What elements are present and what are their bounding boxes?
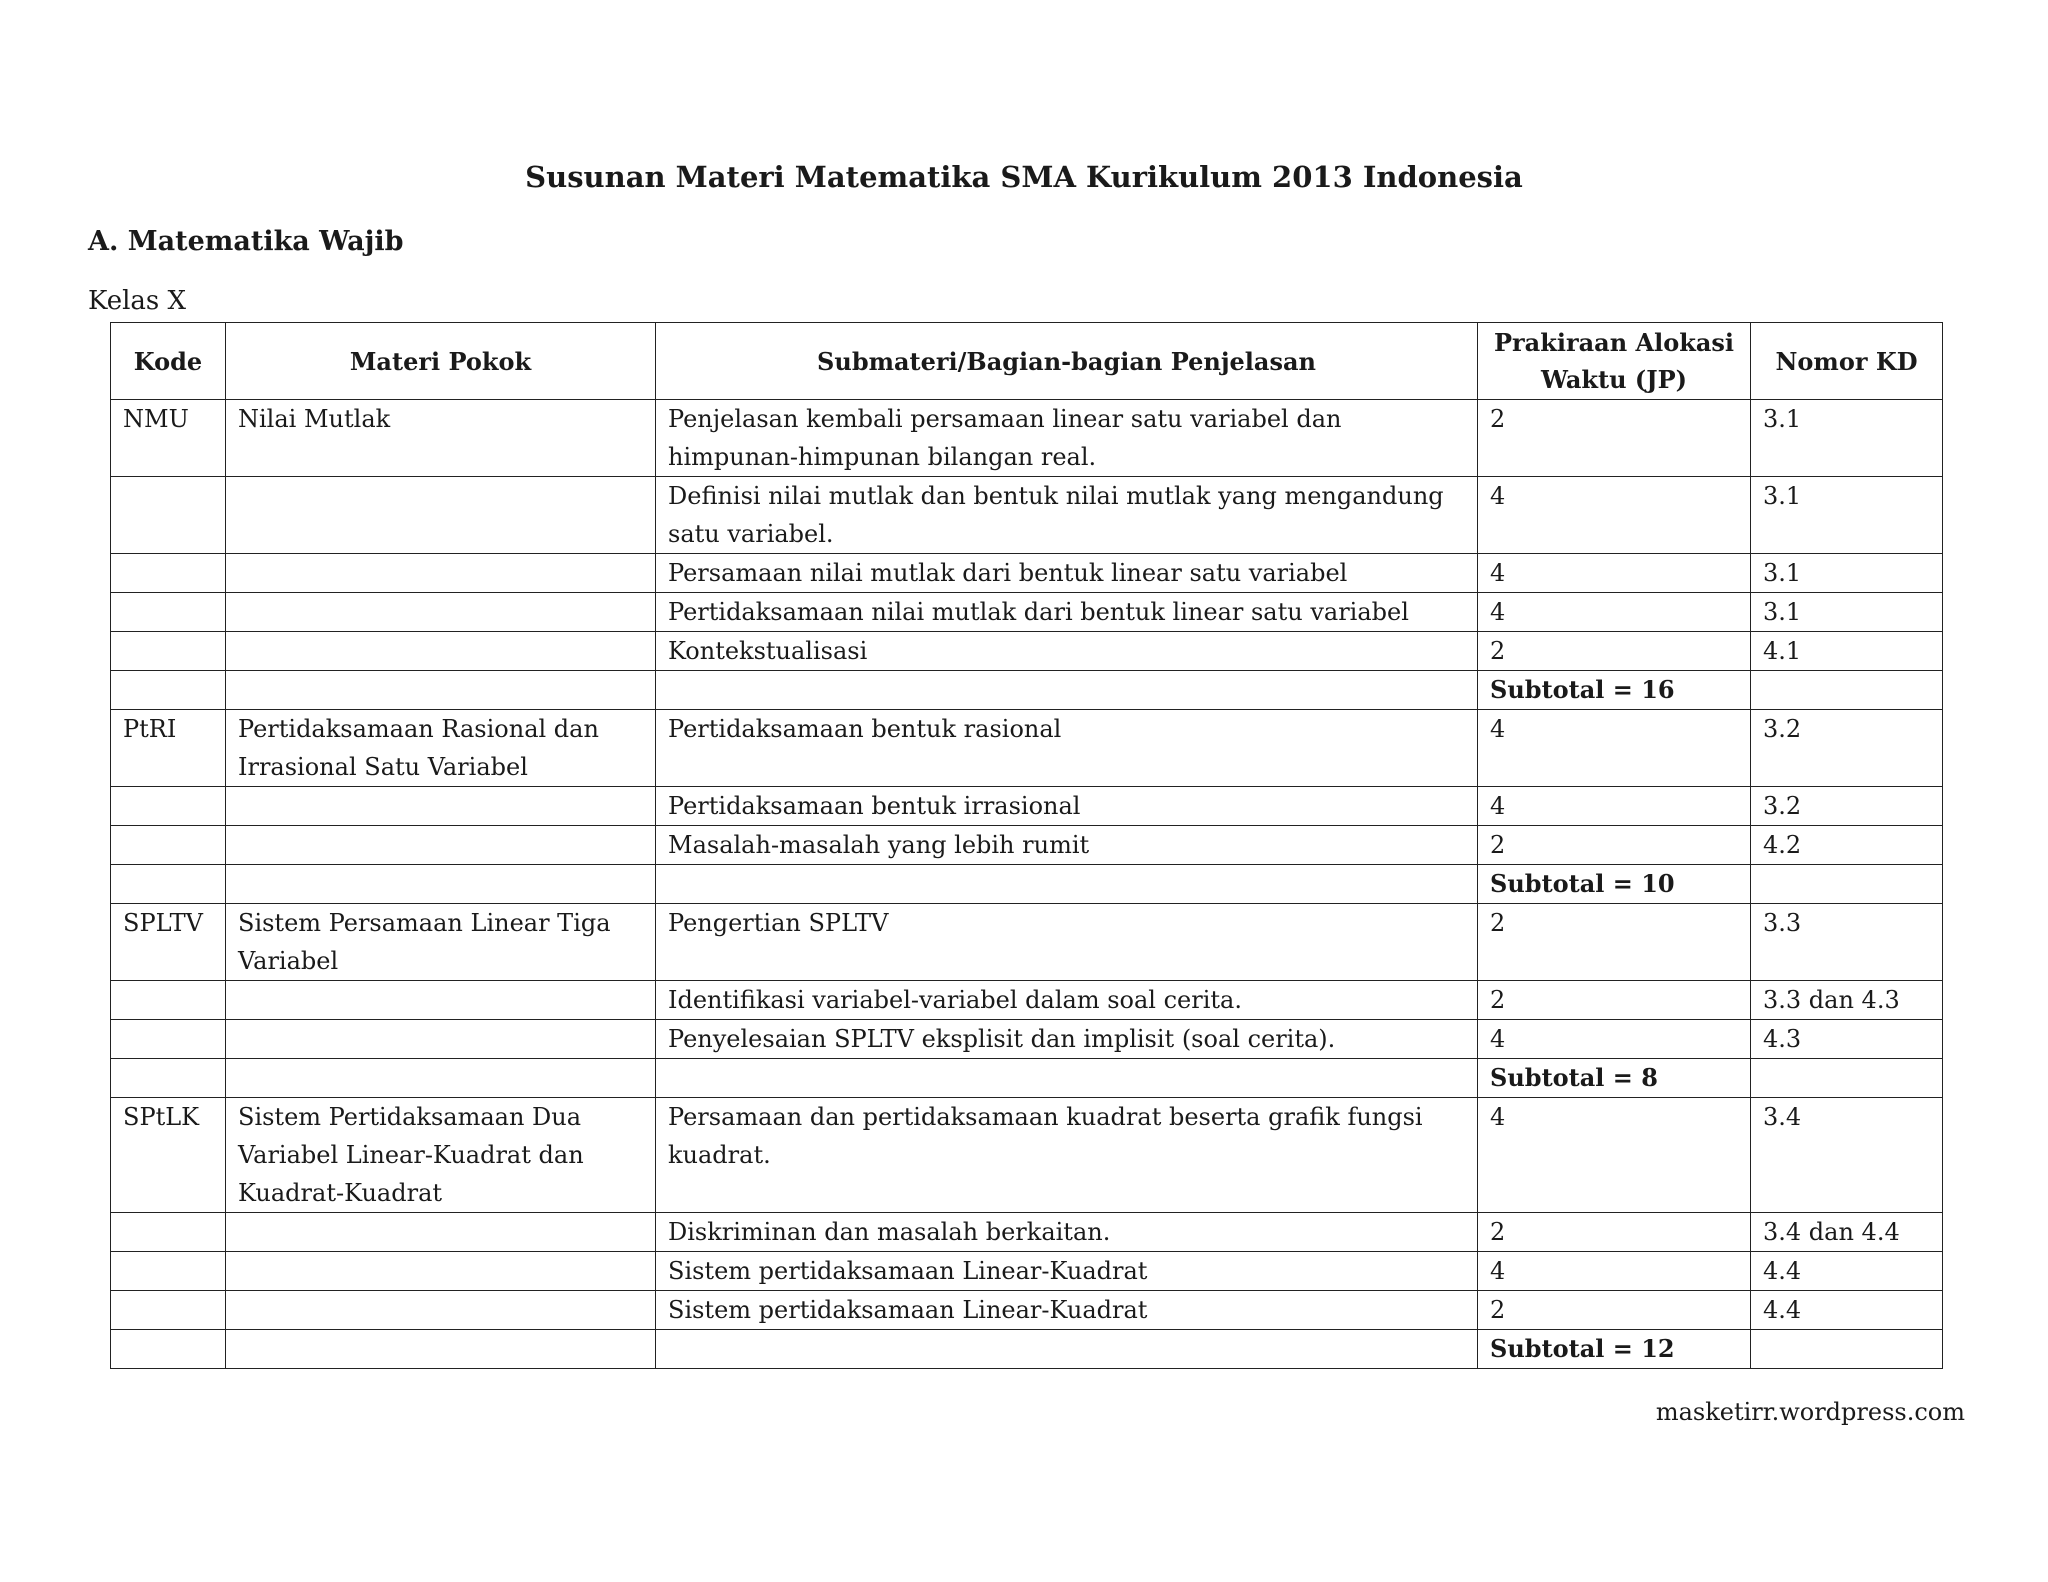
cell-submateri: Sistem pertidaksamaan Linear-Kuadrat: [656, 1291, 1478, 1330]
header-materi-pokok: Materi Pokok: [226, 323, 656, 400]
cell-submateri: Penjelasan kembali persamaan linear satu variabel dan himpunan-himpunan bilangan real.: [656, 400, 1478, 477]
page-title: Susunan Materi Matematika SMA Kurikulum 2013 Indonesia: [525, 160, 1523, 194]
cell-kd: 3.1: [1751, 593, 1943, 632]
cell-materi: [226, 1020, 656, 1059]
cell-kd: 3.3: [1751, 904, 1943, 981]
table-row: [111, 787, 1943, 826]
header-alokasi-waktu: Prakiraan Alokasi Waktu (JP): [1478, 323, 1751, 400]
cell-materi: [226, 1059, 656, 1098]
cell-kd: 4.4: [1751, 1252, 1943, 1291]
cell-materi: Sistem Pertidaksamaan Dua Variabel Linear-Kuadrat dan Kuadrat-Kuadrat: [226, 1098, 656, 1213]
cell-kd: 3.2: [1751, 710, 1943, 787]
cell-subtotal: Subtotal = 16: [1478, 671, 1751, 710]
cell-materi: [226, 1213, 656, 1252]
cell-jp: 4: [1478, 1020, 1751, 1059]
class-label: Kelas X: [88, 286, 187, 316]
cell-kode: [111, 1291, 226, 1330]
cell-submateri: Pertidaksamaan bentuk irrasional: [656, 787, 1478, 826]
cell-jp: 2: [1478, 400, 1751, 477]
cell-kode: [111, 554, 226, 593]
cell-materi: [226, 1330, 656, 1369]
cell-subtotal: Subtotal = 8: [1478, 1059, 1751, 1098]
table-row: [111, 1098, 1943, 1213]
cell-jp: 2: [1478, 1213, 1751, 1252]
cell-kode: [111, 671, 226, 710]
subtotal-row: [111, 1059, 1943, 1098]
cell-subtotal: Subtotal = 10: [1478, 865, 1751, 904]
cell-jp: 4: [1478, 477, 1751, 554]
cell-submateri: Persamaan dan pertidaksamaan kuadrat beserta grafik fungsi kuadrat.: [656, 1098, 1478, 1213]
cell-kode: [111, 981, 226, 1020]
cell-kode: [111, 865, 226, 904]
cell-submateri: Pertidaksamaan nilai mutlak dari bentuk linear satu variabel: [656, 593, 1478, 632]
cell-kd: 4.2: [1751, 826, 1943, 865]
cell-kd: 3.1: [1751, 477, 1943, 554]
cell-jp: 2: [1478, 1291, 1751, 1330]
table-row: [111, 1291, 1943, 1330]
cell-submateri: Masalah-masalah yang lebih rumit: [656, 826, 1478, 865]
subtotal-row: [111, 1330, 1943, 1369]
cell-jp: 4: [1478, 787, 1751, 826]
cell-kd: 4.1: [1751, 632, 1943, 671]
cell-submateri: Persamaan nilai mutlak dari bentuk linear satu variabel: [656, 554, 1478, 593]
table-row: [111, 477, 1943, 554]
cell-submateri: Pertidaksamaan bentuk rasional: [656, 710, 1478, 787]
cell-materi: [226, 671, 656, 710]
cell-submateri: [656, 1330, 1478, 1369]
cell-jp: 4: [1478, 1252, 1751, 1291]
cell-materi: [226, 1252, 656, 1291]
cell-kd: 4.4: [1751, 1291, 1943, 1330]
cell-materi: [226, 826, 656, 865]
cell-submateri: Sistem pertidaksamaan Linear-Kuadrat: [656, 1252, 1478, 1291]
cell-kode: [111, 632, 226, 671]
table-row: [111, 400, 1943, 477]
cell-submateri: Identifikasi variabel-variabel dalam soal cerita.: [656, 981, 1478, 1020]
cell-submateri: [656, 671, 1478, 710]
cell-submateri: Penyelesaian SPLTV eksplisit dan implisit (soal cerita).: [656, 1020, 1478, 1059]
cell-kode: PtRI: [111, 710, 226, 787]
cell-submateri: Kontekstualisasi: [656, 632, 1478, 671]
cell-kode: [111, 826, 226, 865]
cell-kode: [111, 1020, 226, 1059]
table-row: [111, 826, 1943, 865]
header-kode: Kode: [111, 323, 226, 400]
cell-jp: 4: [1478, 554, 1751, 593]
cell-materi: [226, 1291, 656, 1330]
cell-kd: 4.3: [1751, 1020, 1943, 1059]
cell-kd: [1751, 671, 1943, 710]
footer-source: masketirr.wordpress.com: [1655, 1398, 1965, 1426]
cell-materi: [226, 632, 656, 671]
cell-submateri: Pengertian SPLTV: [656, 904, 1478, 981]
table-row: [111, 632, 1943, 671]
cell-kode: [111, 1059, 226, 1098]
cell-submateri: Diskriminan dan masalah berkaitan.: [656, 1213, 1478, 1252]
cell-jp: 4: [1478, 710, 1751, 787]
cell-kd: 3.4 dan 4.4: [1751, 1213, 1943, 1252]
cell-kd: 3.4: [1751, 1098, 1943, 1213]
header-submateri: Submateri/Bagian-bagian Penjelasan: [656, 323, 1478, 400]
cell-kd: [1751, 865, 1943, 904]
cell-jp: 4: [1478, 593, 1751, 632]
cell-kode: [111, 1330, 226, 1369]
cell-kd: 3.2: [1751, 787, 1943, 826]
table-header-row: [111, 323, 1943, 400]
cell-kode: SPtLK: [111, 1098, 226, 1213]
subtotal-row: [111, 671, 1943, 710]
cell-jp: 2: [1478, 826, 1751, 865]
table-row: [111, 1020, 1943, 1059]
cell-jp: 2: [1478, 904, 1751, 981]
cell-kd: 3.1: [1751, 400, 1943, 477]
cell-kode: [111, 593, 226, 632]
cell-kode: [111, 1252, 226, 1291]
cell-materi: [226, 477, 656, 554]
table-row: [111, 904, 1943, 981]
cell-kd: [1751, 1059, 1943, 1098]
cell-kd: 3.1: [1751, 554, 1943, 593]
cell-kode: NMU: [111, 400, 226, 477]
cell-materi: [226, 787, 656, 826]
cell-kode: SPLTV: [111, 904, 226, 981]
cell-materi: [226, 981, 656, 1020]
cell-submateri: [656, 865, 1478, 904]
curriculum-table: [110, 322, 1943, 1369]
cell-kd: 3.3 dan 4.3: [1751, 981, 1943, 1020]
cell-kode: [111, 477, 226, 554]
cell-materi: [226, 554, 656, 593]
cell-kd: [1751, 1330, 1943, 1369]
cell-subtotal: Subtotal = 12: [1478, 1330, 1751, 1369]
table-row: [111, 554, 1943, 593]
cell-materi: [226, 865, 656, 904]
table-row: [111, 593, 1943, 632]
table-row: [111, 1252, 1943, 1291]
cell-kode: [111, 1213, 226, 1252]
cell-submateri: Definisi nilai mutlak dan bentuk nilai mutlak yang mengandung satu variabel.: [656, 477, 1478, 554]
section-heading: A. Matematika Wajib: [88, 226, 404, 257]
subtotal-row: [111, 865, 1943, 904]
cell-submateri: [656, 1059, 1478, 1098]
cell-materi: Nilai Mutlak: [226, 400, 656, 477]
table-row: [111, 710, 1943, 787]
header-nomor-kd: Nomor KD: [1751, 323, 1943, 400]
cell-materi: Sistem Persamaan Linear Tiga Variabel: [226, 904, 656, 981]
cell-materi: Pertidaksamaan Rasional dan Irrasional Satu Variabel: [226, 710, 656, 787]
cell-jp: 2: [1478, 632, 1751, 671]
cell-jp: 2: [1478, 981, 1751, 1020]
table-row: [111, 1213, 1943, 1252]
cell-kode: [111, 787, 226, 826]
cell-materi: [226, 593, 656, 632]
table-row: [111, 981, 1943, 1020]
cell-jp: 4: [1478, 1098, 1751, 1213]
